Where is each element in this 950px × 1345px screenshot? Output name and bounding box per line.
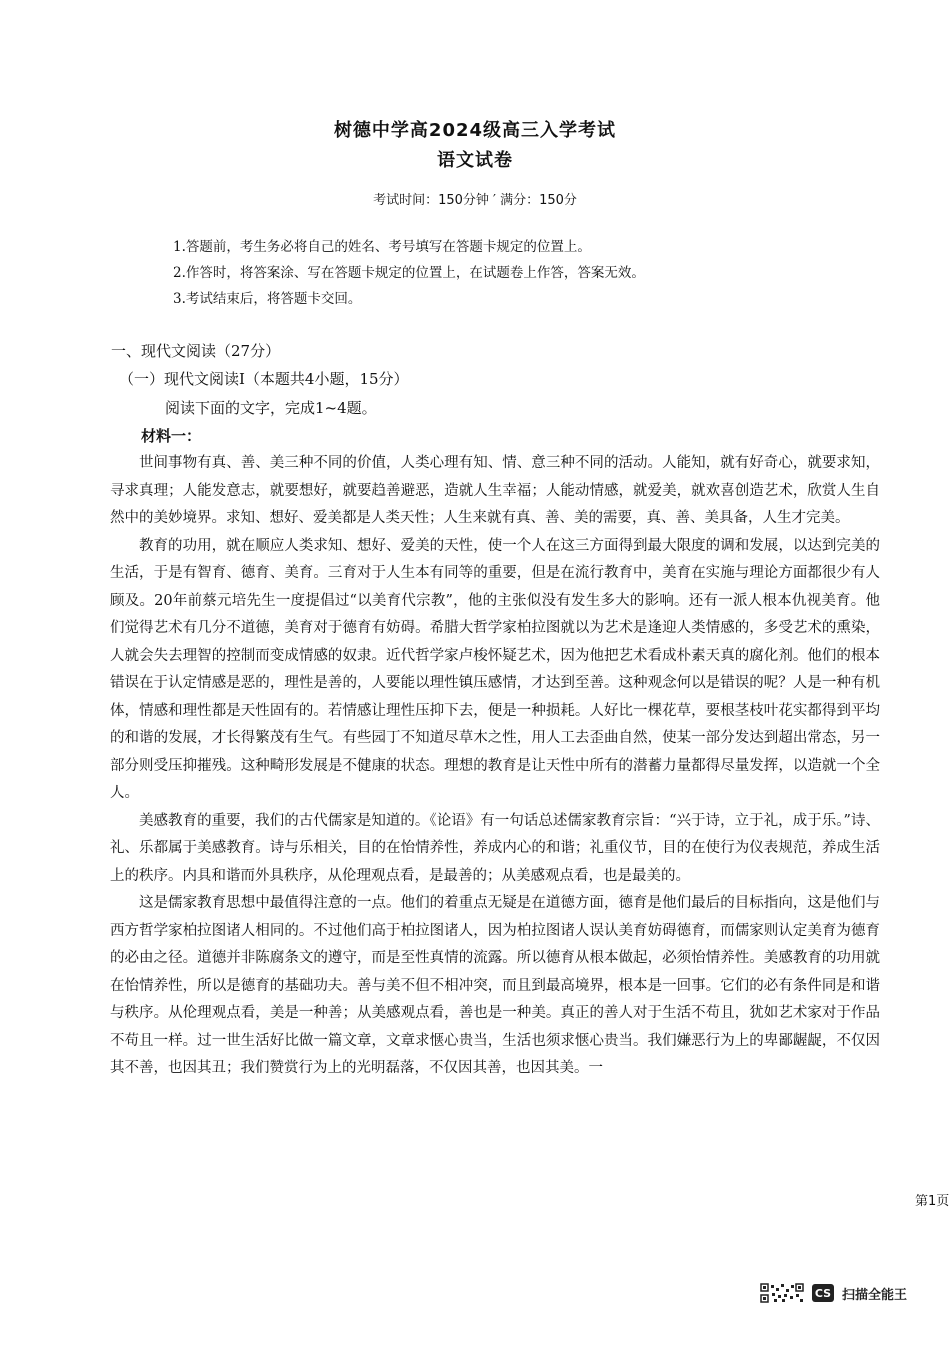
passage-paragraph: 这是儒家教育思想中最值得注意的一点。他们的着重点无疑是在道德方面，德育是他们最后的目标指向，这是他们与西方哲学家柏拉图诸人相同的。不过他们高于柏拉图诸人，因为柏拉图诸人误认美育妨碍德育，而儒家则认定美育为德育的必由之径。道德并非陈腐条文的遵守，而是至性真情的流露。所以德育从根本做起，必须怡情养性。美感教育的功用就在怡情养性，所以是德育的基础功夫。善与美不但不相冲突，而且到最高境界，根本是一回事。它们的必有条件同是和谐与秩序。从伦理观点看，美是一种善；从美感观点看，善也是一种美。真正的善人对于生活不苟且，犹如艺术家对于作品不苟且一样。过一世生活好比做一篇文章，文章求惬心贵当，生活也须求惬心贵当。我们嫌恶行为上的卑鄙龌龊，不仅因其不善，也因其丑；我们赞赏行为上的光明磊落，不仅因其善，也因其美。一 bbox=[110, 895, 880, 1076]
scanner-watermark bbox=[760, 1282, 907, 1304]
note-item: 1.答题前，考生务必将自己的姓名、考号填写在答题卡规定的位置上。 bbox=[173, 239, 591, 255]
passage-paragraph: 教育的功用，就在顺应人类求知、想好、爱美的天性，使一个人在这三方面得到最大限度的调和发展，以达到完美的生活，于是有智育、德育、美育。三育对于人生本有同等的重要，但是在流行教育中，美育在实施与理论方面都很少有人顾及。20年前蔡元培先生一度提倡过“以美育代宗教”，他的主张似没有发生多大的影响。还有一派人根本仇视美育。他们觉得艺术有几分不道德，美育对于德育有妨碍。希腊大哲学家柏拉图就以为艺术是逢迎人类情感的，多受艺术的熏染，人就会失去理智的控制而变成情感的奴隶。近代哲学家卢梭怀疑艺术，因为他把艺术看成朴素天真的腐化剂。他们的根本错误在于认定情感是恶的，理性是善的，人要能以理性镇压感情，才达到至善。这种观念何以是错误的呢？人是一种有机体，情感和理性都是天性固有的。若情感让理性压抑下去，便是一种损耗。人好比一棵花草，要根茎枝叶花实都得到平均的和谐的发展，才长得繁茂有生气。有些园丁不知道尽草木之性，用人工去歪曲自然，使某一部分发达到超出常态，另一部分则受压抑摧残。这种畸形发展是不健康的状态。理想的教育是让天性中所有的潜蓄力量都得尽量发挥，以造就一个全人。 bbox=[110, 537, 880, 801]
exam-title: 树德中学高2024级高三入学考试 bbox=[333, 120, 617, 141]
instruction: 阅读下面的文字，完成1~4题。 bbox=[165, 399, 377, 417]
passage-paragraph: 美感教育的重要，我们的古代儒家是知道的。《论语》有一句话总述儒家教育宗旨：“兴于诗，立于礼，成于乐。”诗、礼、乐都属于美感教育。诗与乐相关，目的在怡情养性，养成内心的和谐；礼重仪节，目的在使行为仪表规范，养成生活上的秩序。内具和谐而外具秩序，从伦理观点看，是最善的；从美感观点看，也是最美的。 bbox=[110, 812, 880, 884]
section-heading: 一、现代文阅读（27分） bbox=[111, 342, 281, 360]
passage-paragraph: 世间事物有真、善、美三种不同的价值，人类心理有知、情、意三种不同的活动。人能知，就有好奇心，就要求知，寻求真理；人能发意志，就要想好，就要趋善避恶，造就人生幸福；人能动情感，就爱美，就欢喜创造艺术，欣赏人生自然中的美妙境界。求知、想好、爱美都是人类天性；人生来就有真、善、美的需要，真、善、美具备，人生才完美。 bbox=[110, 455, 880, 526]
note-item: 3.考试结束后，将答题卡交回。 bbox=[173, 291, 362, 307]
exam-notes bbox=[173, 234, 645, 312]
exam-subtitle: 语文试卷 bbox=[437, 150, 513, 171]
camscanner-logo-icon: CS bbox=[812, 1284, 834, 1302]
scanner-label: 扫描全能王 bbox=[842, 1287, 908, 1303]
reading-passage bbox=[110, 450, 880, 1083]
qr-code-icon bbox=[760, 1283, 804, 1303]
page-number: 第1页 bbox=[915, 1194, 950, 1209]
sub-section-heading: （一）现代文阅读Ⅰ（本题共4小题，15分） bbox=[119, 370, 409, 388]
exam-meta: 考试时间：150分钟 ′ 满分：150分 bbox=[373, 193, 577, 208]
material-label: 材料一： bbox=[141, 427, 202, 445]
note-item: 2.作答时，将答案涂、写在答题卡规定的位置上，在试题卷上作答，答案无效。 bbox=[173, 265, 645, 281]
